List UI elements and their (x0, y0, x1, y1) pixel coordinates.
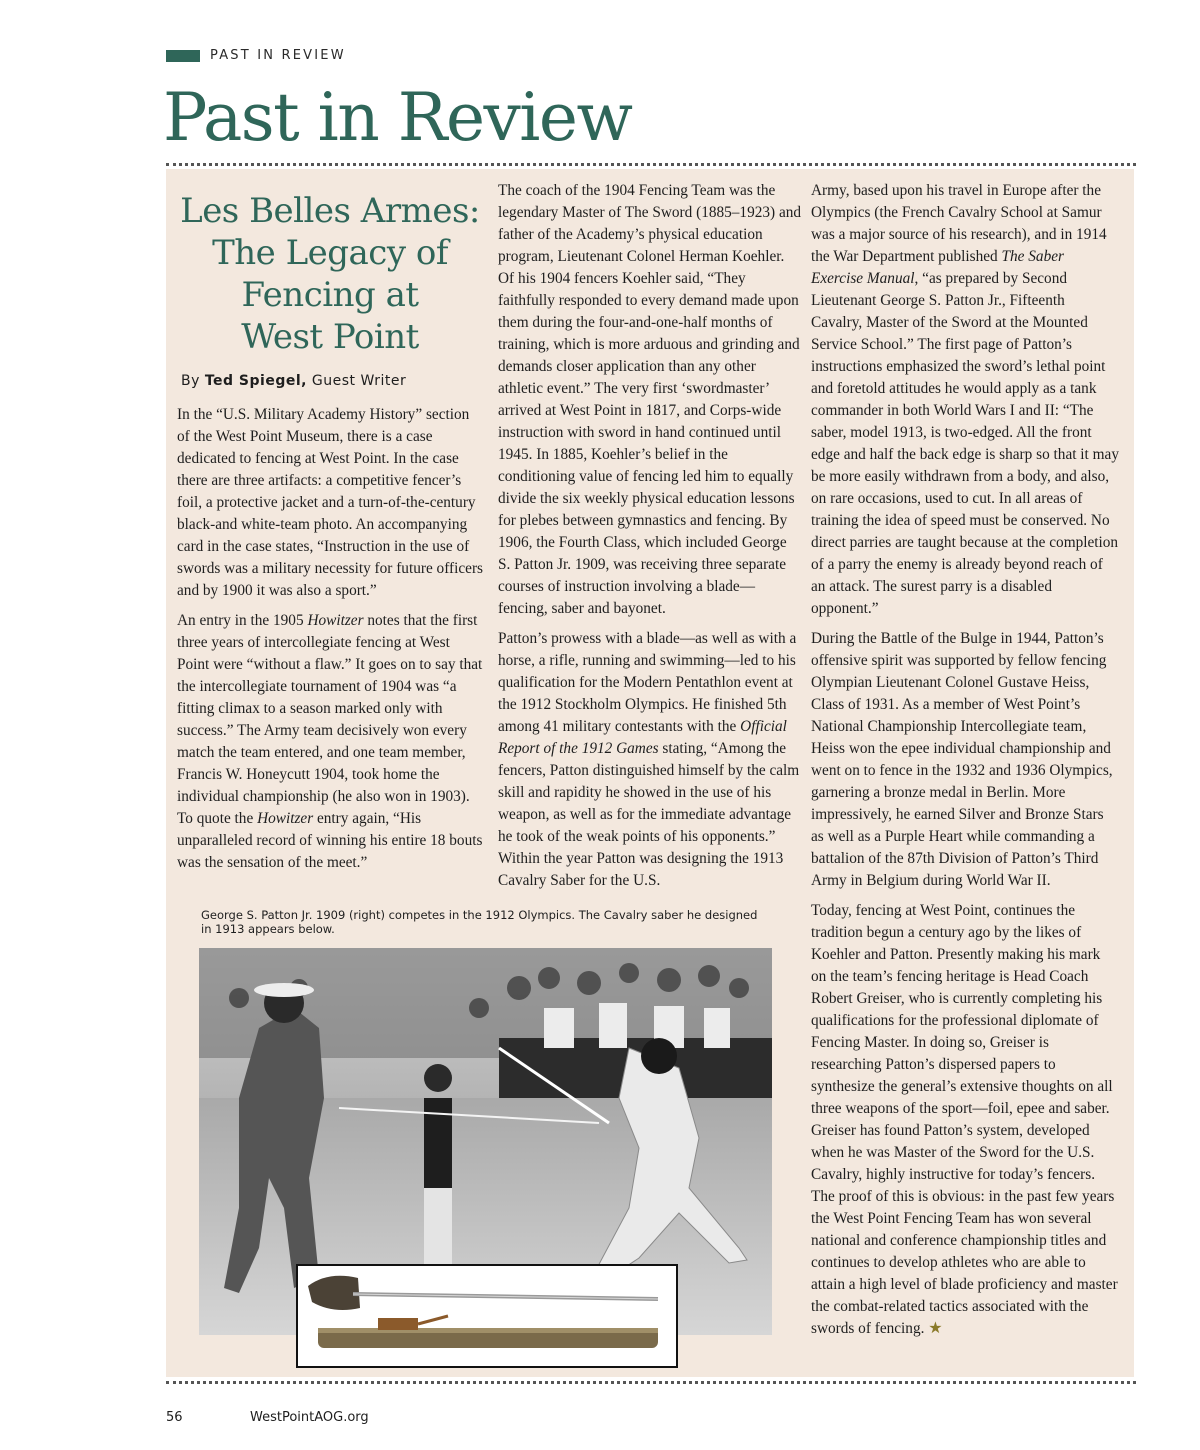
italic-title: The Saber Exercise Manual (811, 248, 1064, 287)
page-number: 56 (166, 1410, 183, 1425)
photo-caption: George S. Patton Jr. 1909 (right) competes in the 1912 Olympics. The Cavalry saber he designed in 1913 appears below. (201, 908, 758, 936)
text-run: Today, fencing at West Point, continues the tradition begun a century ago by the likes of Koehler and Patton. Presently making his mark on the team’s fencing heritage is Head Coach Robert Greiser, who is currently completing his qualifications for the professional diplomate of Fencing Master. In doing so, Greiser is researching Patton’s dispersed papers to synthesize the general’s extensive thoughts on all three weapons of the sport—foil, epee and saber. Greiser has found Patton’s system, developed when he was Master of the Sword for the U.S. Cavalry, highly instructive for today’s fencers. The proof of this is obvious: in the past few years the West Point Fencing Team has won several national and conference championship titles and continues to develop athletes who are able to attain a high level of blade proficiency and master the combat-related tactics associated with the swords of fencing. (811, 902, 1118, 1337)
italic-title: Official Report of the 1912 Games (498, 718, 787, 757)
text-run: An entry in the 1905 (177, 612, 308, 629)
text-run: Army, based upon his travel in Europe after the Olympics (the French Cavalry School at Samur was a major source of his research), and in 1914 the War Department published (811, 182, 1107, 265)
text-run: Patton’s prowess with a blade—as well as with a horse, a rifle, running and swimming—led to his qualification for the Modern Pentathlon event at the 1912 Stockholm Olympics. He finished 5th among 41 military contestants with the (498, 630, 797, 735)
byline (181, 373, 406, 389)
headline-line-3: Fencing at (241, 275, 419, 315)
text-run: , “as prepared by Second Lieutenant George S. Patton Jr., Fifteenth Cavalry, Master of the Sword at the Mounted Service School.” The first page of Patton’s instructions emphasized the sword’s lethal point and foretold attitudes he would apply as a tank commander in both World Wars I and II: “The saber, model 1913, is two-edged. All the front edge and half the back edge is sharp so that it may be more easily withdrawn from a body, and also, on rare occasions, used to cut. In all areas of training the idea of speed must be conserved. No direct parries are taught because at the completion of a parry the enemy is already beyond reach of an attack. The surest parry is a disabled opponent.” (811, 270, 1119, 617)
dotted-rule-top (166, 163, 1136, 166)
headline-line-2: The Legacy of (212, 233, 448, 273)
article-column-2 (498, 180, 802, 900)
author-name: Ted Spiegel, (204, 373, 307, 389)
saber-illustration (298, 1266, 672, 1362)
paragraph (498, 628, 802, 892)
author-role: Guest Writer (306, 373, 407, 389)
text-run: notes that the first three years of intercollegiate fencing at West Point were “without a flaw.” It goes on to say that the intercollegiate tournament of 1904 was “a fitting climax to a season marked only with success.” The Army team decisively won every match the team entered, and one team member, Francis W. Honeycutt 1904, took home the individual championship (he also won in 1903). To quote the (177, 612, 483, 827)
byline-prefix: By (181, 373, 205, 389)
text-run: stating, “Among the fencers, Patton distinguished himself by the calm skill and rapidity he showed in the use of his weapon, as well as for the immediate advantage he took of the weak points of his opponents.” Within the year Patton was designing the 1913 Cavalry Saber for the U.S. (498, 740, 800, 889)
dotted-rule-bottom (166, 1381, 1136, 1384)
paragraph: In the “U.S. Military Academy History” section of the West Point Museum, there is a case dedicated to fencing at West Point. In the case there are three artifacts: a competitive fencer’s foil, a protective jacket and a turn-of-the-century black-and white-team photo. An accompanying card in the case states, “Instruction in the use of swords was a military necessity for future officers and by 1900 it was also a sport.” (177, 406, 483, 599)
paragraph (811, 180, 1119, 620)
italic-title: Howitzer (307, 612, 364, 629)
italic-title: Howitzer (257, 810, 314, 827)
site-url: WestPointAOG.org (250, 1410, 369, 1425)
paragraph: The coach of the 1904 Fencing Team was the legendary Master of The Sword (1885–1923) and father of the Academy’s physical education program, Lieutenant Colonel Herman Koehler. Of his 1904 fencers Koehler said, “They faithfully responded to every demand made upon them during the four-and-one-half months of training, which is more arduous and grinding and demands closer application than any other athletic event.” The very first ‘swordmaster’ arrived at West Point in 1817, and Corps-wide instruction with sword in hand continued until 1945. In 1885, Koehler’s belief in the conditioning value of fencing led him to equally divide the six weekly physical education lessons for plebes between gymnastics and fencing. By 1906, the Fourth Class, which included George S. Patton Jr. 1909, was receiving three separate courses of instruction involving a blade—fencing, saber and bayonet. (498, 182, 802, 617)
paragraph (177, 610, 483, 874)
section-tag (166, 48, 346, 63)
star-icon: ★ (928, 1320, 943, 1337)
saber-inset-photo (296, 1264, 678, 1368)
section-tag-text: PAST IN REVIEW (210, 48, 346, 63)
article-headline (177, 190, 483, 358)
article-column-3 (811, 180, 1119, 1348)
headline-line-4: West Point (241, 317, 419, 357)
paragraph: During the Battle of the Bulge in 1944, Patton’s offensive spirit was supported by fellow fencing Olympian Lieutenant Colonel Gustave Heiss, Class of 1931. As a member of West Point’s National Championship Intercollegiate team, Heiss won the epee individual championship and went on to fence in the 1932 and 1936 Olympics, garnering a bronze medal in Berlin. More impressively, he earned Silver and Bronze Stars as well as a Purple Heart while commanding a battalion of the 87th Division of Patton’s Third Army in Belgium during World War II. (811, 630, 1113, 889)
article-column-1 (177, 404, 483, 882)
section-tag-bar (166, 50, 200, 62)
page-title: Past in Review (163, 79, 632, 156)
text-run: entry again, “His unparalleled record of winning his entire 18 bouts was the sensation of the meet.” (177, 810, 483, 871)
paragraph (811, 900, 1119, 1340)
headline-line-1: Les Belles Armes: (180, 191, 480, 231)
